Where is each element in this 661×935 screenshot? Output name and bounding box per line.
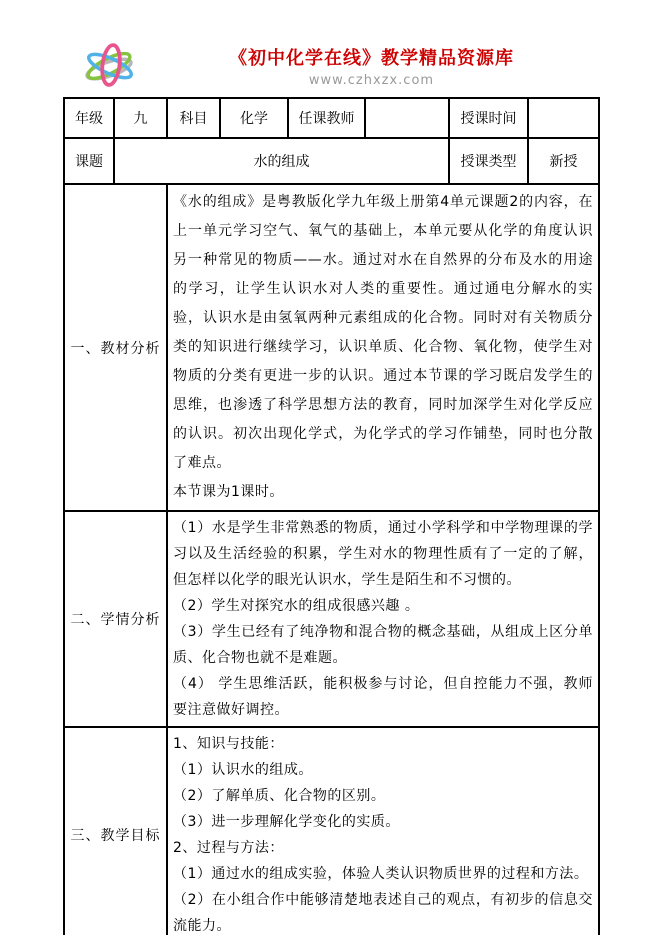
- section-row-teaching-objectives: [64, 727, 599, 935]
- lesson-plan-table: [63, 97, 600, 935]
- section-paragraph: （1）通过水的组成实验，体验人类认识物质世界的过程和方法。: [173, 866, 589, 882]
- section-paragraph: （3）学生已经有了纯净物和混合物的概念基础，从组成上区分单质、化合物也就不是难题。: [173, 624, 593, 666]
- section-body-learner-analysis: [167, 511, 599, 727]
- logo-atom-icon: [78, 40, 142, 92]
- teacher-value: [365, 98, 449, 138]
- topic-label: 课题: [64, 138, 114, 184]
- section-paragraph: （2）了解单质、化合物的区别。: [173, 788, 386, 804]
- section-paragraph: （1）水是学生非常熟悉的物质，通过小学科学和中学物理课的学习以及生活经验的积累，学生对水的物理性质有了一定的了解，但怎样以化学的眼光认识水，学生是陌生和不习惯的。: [173, 520, 593, 588]
- subject-label: 科目: [167, 98, 220, 138]
- site-header: [0, 0, 661, 92]
- site-url: www.czhxzx.com: [308, 73, 435, 88]
- section-label-textbook-analysis: 一、教材分析: [64, 184, 167, 511]
- section-row-textbook-analysis: [64, 184, 599, 511]
- section-paragraph: 本节课为1课时。: [173, 484, 284, 500]
- section-paragraph: （3）进一步理解化学变化的实质。: [173, 814, 400, 830]
- section-paragraph: （4） 学生思维活跃，能积极参与讨论，但自控能力不强，教师要注意做好调控。: [173, 676, 593, 718]
- header-text: [142, 44, 601, 88]
- section-body-textbook-analysis: [167, 184, 599, 511]
- subject-value: 化学: [220, 98, 288, 138]
- section-label-teaching-objectives: 三、教学目标: [64, 727, 167, 935]
- grade-label: 年级: [64, 98, 114, 138]
- section-paragraph: 2、过程与方法：: [173, 840, 284, 856]
- section-paragraph: （2）学生对探究水的组成很感兴趣 。: [173, 598, 420, 614]
- site-title: 《初中化学在线》教学精品资源库: [229, 48, 514, 69]
- grade-value: 九: [114, 98, 167, 138]
- section-row-learner-analysis: [64, 511, 599, 727]
- meta-row-1: [64, 98, 599, 138]
- section-paragraph: （1）认识水的组成。: [173, 762, 313, 778]
- type-value: 新授: [528, 138, 599, 184]
- time-label: 授课时间: [449, 98, 528, 138]
- section-paragraph: 《水的组成》是粤教版化学九年级上册第4单元课题2的内容，在上一单元学习空气、氧气的基础上，本单元要从化学的角度认识另一种常见的物质——水。通过对水在自然界的分布及水的用途的学习，让学生认识水对人类的重要性。通过通电分解水的实验，认识水是由氢氧两种元素组成的化合物。同时对有关物质分类的知识进行继续学习，认识单质、化合物、氧化物，使学生对物质的分类有更进一步的认识。通过本节课的学习既启发学生的思维，也渗透了科学思想方法的教育，同时加深学生对化学反应的认识。初次出现化学式，为化学式的学习作铺垫，同时也分散了难点。: [173, 194, 593, 471]
- teacher-label: 任课教师: [288, 98, 365, 138]
- section-paragraph: （2）在小组合作中能够清楚地表述自己的观点，有初步的信息交流能力。: [173, 892, 593, 934]
- section-label-learner-analysis: 二、学情分析: [64, 511, 167, 727]
- type-label: 授课类型: [449, 138, 528, 184]
- topic-value: 水的组成: [114, 138, 449, 184]
- section-paragraph: 1、知识与技能：: [173, 736, 284, 752]
- meta-row-2: [64, 138, 599, 184]
- section-body-teaching-objectives: [167, 727, 599, 935]
- time-value: [528, 98, 599, 138]
